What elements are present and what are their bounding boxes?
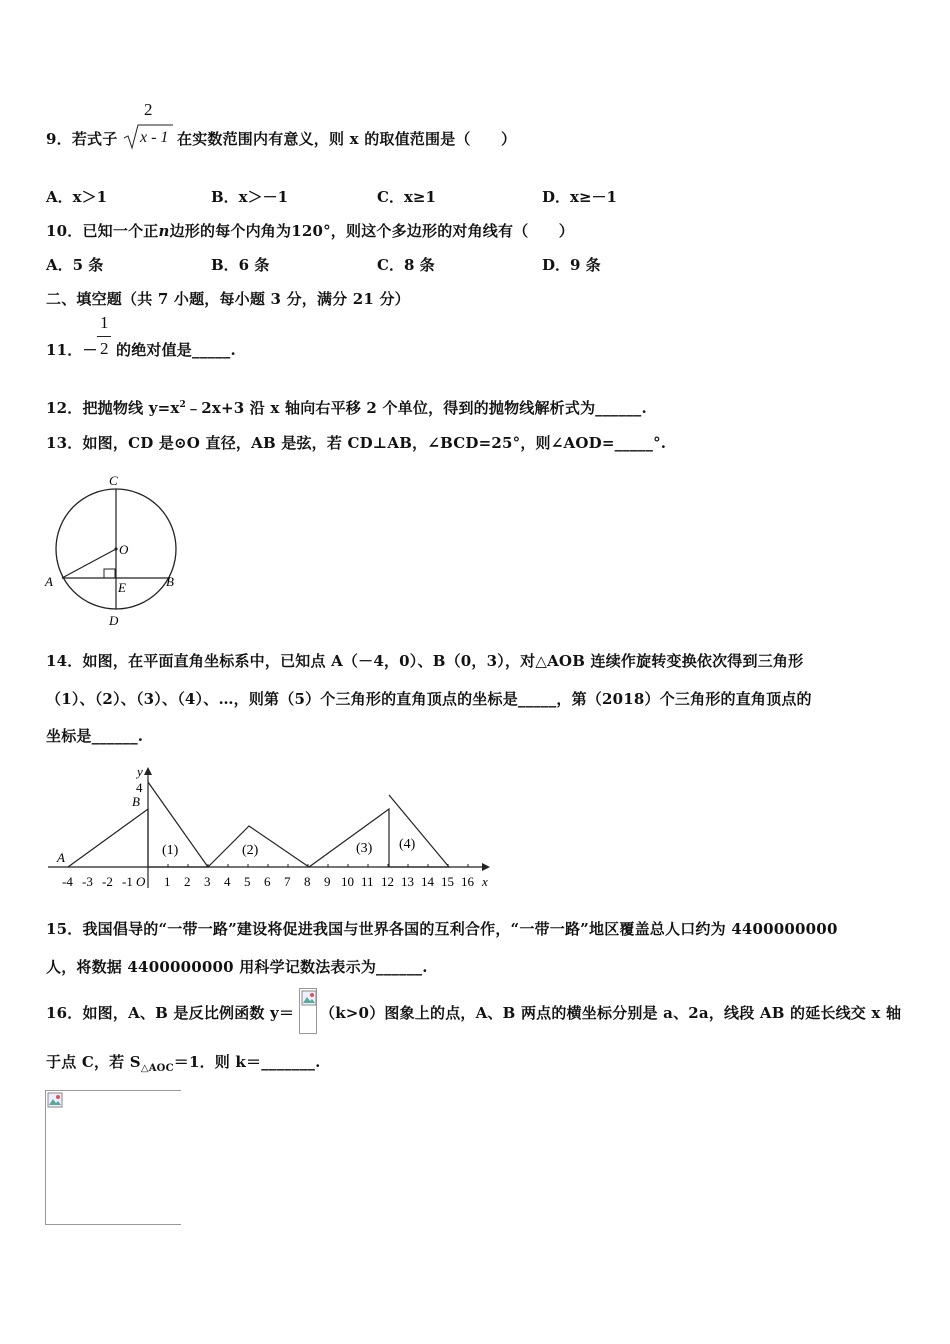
- q13-label-a: A: [45, 574, 53, 589]
- q12-question: [46, 397, 647, 418]
- q14-triangle-aob: [68, 809, 148, 867]
- q14-tick-label: 2: [184, 874, 191, 889]
- q13-label-e: E: [118, 580, 126, 595]
- q10-var: n: [158, 222, 170, 240]
- q16-line2-sub: △AOC: [140, 1063, 174, 1074]
- q13-label-o: O: [119, 542, 129, 557]
- q13-circle-figure: [42, 468, 182, 628]
- q13-center-dot: [114, 547, 117, 550]
- q16-formula-image: [299, 988, 317, 1034]
- q14-tick-label: 4: [224, 874, 231, 889]
- q12-suffix: ﹣2x+3 沿 x 轴向右平移 2 个单位，得到的抛物线解析式为______.: [186, 399, 647, 417]
- q9-option-b: B．x＞－1: [211, 188, 289, 206]
- q12-prefix: 12．把抛物线 y=x: [46, 399, 180, 417]
- q14-tick-label: 13: [401, 874, 414, 889]
- q13-segment-ao: [62, 549, 116, 578]
- q14-line3: 坐标是______.: [46, 727, 144, 745]
- q11-frac-numerator: 1: [100, 313, 109, 332]
- q11-frac-bar: [97, 336, 111, 337]
- q14-y-arrow: [144, 767, 152, 775]
- q14-triangle-3: [309, 809, 389, 867]
- q10-option-b: B．6 条: [211, 256, 270, 274]
- q14-tick-label: -1: [122, 874, 133, 889]
- q9-suffix: 在实数范围内有意义，则 x 的取值范围是（ ）: [177, 130, 517, 148]
- q14-label-b: B: [132, 794, 140, 809]
- broken-image-icon: [47, 1092, 63, 1108]
- q14-label-a: A: [57, 850, 65, 865]
- q14-label-t1: (1): [162, 843, 179, 858]
- q16-middle: （k>0）图象上的点，A、B 两点的横坐标分别是 a、2a，线段 AB 的延长线交 x 轴: [320, 1004, 902, 1022]
- q14-coordinate-figure: [44, 762, 494, 892]
- q11-suffix: 的绝对值是_____.: [116, 341, 236, 359]
- q14-label-four: 4: [136, 780, 143, 795]
- q14-tick-label: 10: [341, 874, 354, 889]
- q12-sup: 2: [179, 400, 186, 410]
- q14-tick-label: 11: [361, 874, 374, 889]
- q13-label-b: B: [166, 574, 174, 589]
- q14-tick-label: 9: [324, 874, 331, 889]
- q14-tick-label: 8: [304, 874, 311, 889]
- section2-title: 二、填空题（共 7 小题，每小题 3 分，满分 21 分）: [46, 290, 410, 308]
- q13-question: 13．如图，CD 是⊙O 直径，AB 是弦，若 CD⊥AB，∠BCD=25°，则∠AOD=_____°.: [46, 434, 667, 452]
- q9-frac-denominator: x - 1: [140, 129, 169, 146]
- q9-option-c: C．x≥1: [377, 188, 436, 206]
- q10-suffix: 边形的每个内角为120°，则这个多边形的对角线有（ ）: [169, 222, 575, 240]
- q9-option-a: A．x＞1: [46, 188, 108, 206]
- q14-tick-label: 6: [264, 874, 271, 889]
- q14-tick-label: 14: [421, 874, 434, 889]
- q16-line2-prefix: 于点 C，若 S: [46, 1053, 141, 1071]
- q14-tick-label: 1: [164, 874, 171, 889]
- q9-option-d: D．x≥－1: [542, 188, 617, 206]
- q9-prefix: 9．若式子: [46, 130, 118, 148]
- q14-tick-label: 15: [441, 874, 454, 889]
- q9-frac-numerator: 2: [144, 100, 153, 119]
- q13-label-d: D: [109, 613, 119, 628]
- q14-tick-label: 16: [461, 874, 474, 889]
- q14-x-arrow: [482, 863, 490, 871]
- q15-line1: 15．我国倡导的“一带一路”建设将促进我国与世界各国的互利合作，“一带一路”地区覆盖总人口约为 4400000000: [46, 920, 838, 938]
- q14-line1: 14．如图，在平面直角坐标系中，已知点 A（－4，0）、B（0，3），对△AOB 连续作旋转变换依次得到三角形: [46, 652, 804, 670]
- q14-tick-label: -2: [102, 874, 113, 889]
- q14-label-x: x: [482, 874, 488, 889]
- q14-tick-label: -4: [62, 874, 73, 889]
- q14-label-t3: (3): [356, 841, 373, 856]
- q16-figure-image: [45, 1090, 181, 1225]
- q10-option-d: D．9 条: [542, 256, 601, 274]
- q14-tick-label: 5: [244, 874, 251, 889]
- q10-prefix: 10．已知一个正: [46, 222, 159, 240]
- q14-tick-label: 12: [381, 874, 394, 889]
- q10-option-a: A．5 条: [46, 256, 104, 274]
- q11-frac-denominator: 2: [100, 339, 109, 358]
- q13-right-angle-mark: [104, 569, 115, 578]
- broken-image-icon: [301, 990, 317, 1006]
- q14-triangle-2: [208, 826, 309, 867]
- q14-tick-label: 3: [204, 874, 211, 889]
- q15-line2: 人，将数据 4400000000 用科学记数法表示为______.: [46, 958, 428, 976]
- q16-prefix: 16．如图，A、B 是反比例函数 y＝: [46, 1004, 295, 1022]
- q16-line2-suffix: ＝1．则 k＝_______.: [173, 1053, 321, 1071]
- q13-label-c: C: [109, 473, 118, 488]
- q10-question: [46, 220, 574, 241]
- q14-triangle-4: [389, 795, 449, 867]
- q11-prefix: 11．－: [46, 341, 98, 359]
- q14-tick-label: -3: [82, 874, 93, 889]
- q14-tick-label: 7: [284, 874, 291, 889]
- q16-line2: [46, 1051, 321, 1074]
- q14-line2: （1）、（2）、（3）、（4）、…，则第（5）个三角形的直角顶点的坐标是_____，第（2018）个三角形的直角顶点的: [46, 690, 812, 708]
- q14-label-y: y: [137, 764, 143, 779]
- q14-label-t2: (2): [242, 843, 259, 858]
- q14-label-o: O: [136, 874, 146, 889]
- q14-label-t4: (4): [399, 837, 416, 852]
- q10-option-c: C．8 条: [377, 256, 435, 274]
- q14-ticks: [62, 864, 475, 889]
